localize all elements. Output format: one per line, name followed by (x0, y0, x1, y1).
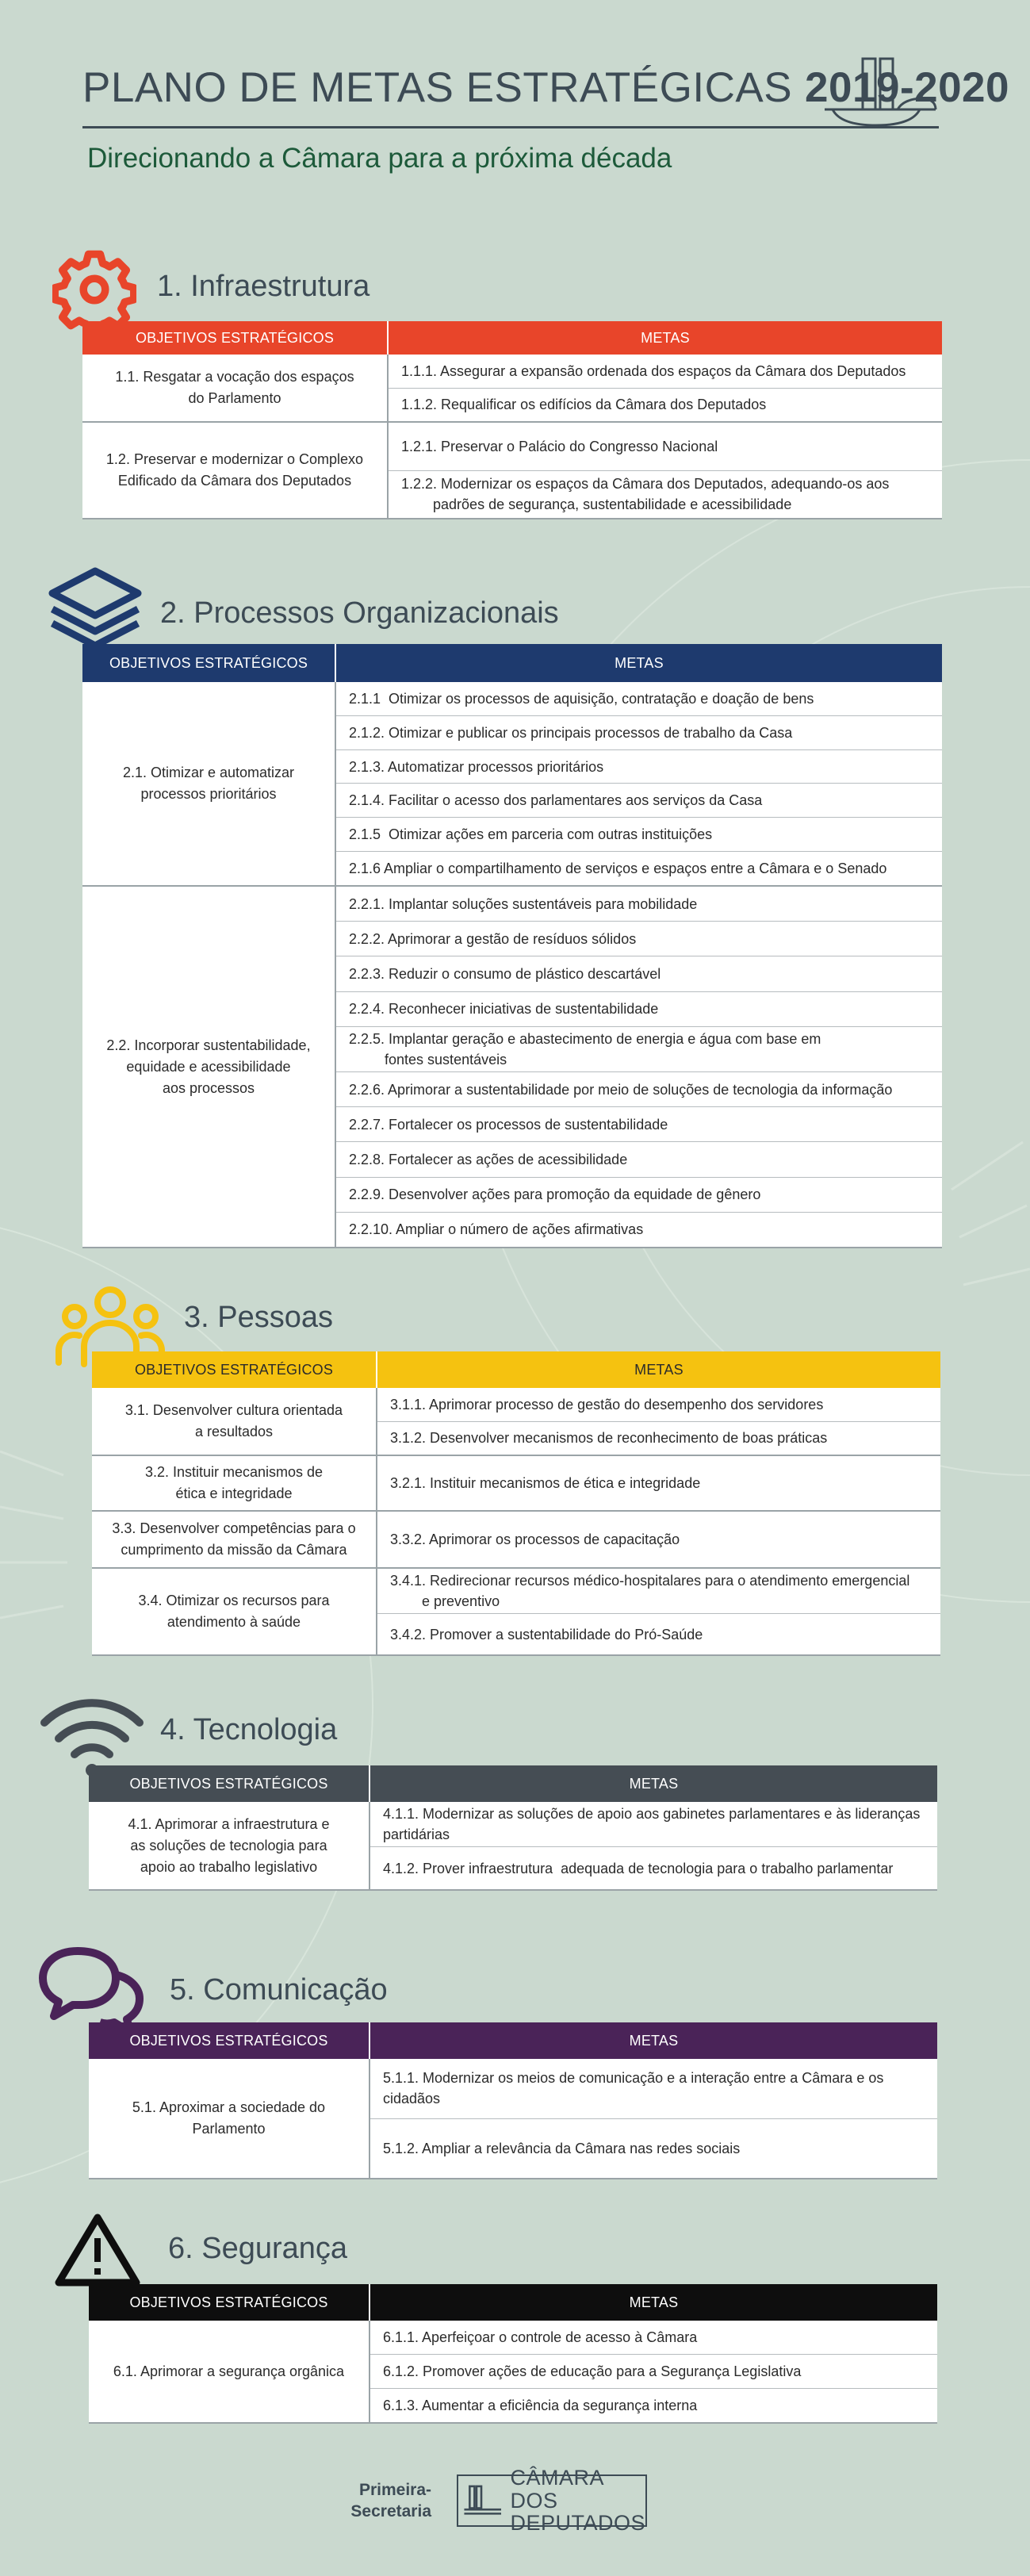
footer-primeira-secretaria: Primeira- Secretaria (350, 2481, 431, 2521)
goal-item: 2.2.9. Desenvolver ações para promoção da equidade de gênero (336, 1178, 942, 1213)
goal-item: 2.2.7. Fortalecer os processos de sustentabilidade (336, 1107, 942, 1142)
camara-logo-text: CÂMARA DOS DEPUTADOS (510, 2466, 645, 2536)
page-subtitle: Direcionando a Câmara para a próxima década (87, 143, 672, 174)
goal-item: 3.4.2. Promover a sustentabilidade do Pró-Saúde (390, 1626, 703, 1643)
table-infraestrutura (82, 321, 942, 519)
table-seguranca (89, 2284, 937, 2424)
header-metas: METAS (370, 1765, 937, 1802)
header-objetivos-estrategicos: OBJETIVOS ESTRATÉGICOS (82, 321, 389, 355)
section-title-seguranca: 6. Segurança (168, 2232, 348, 2265)
title-divider (82, 126, 939, 128)
objective-cell: 3.2. Instituir mecanismos de ética e integridade (92, 1456, 377, 1512)
goal-item: 5.1.1. Modernizar os meios de comunicação e a interação entre a Câmara e os cidadãos (370, 2059, 937, 2119)
goal-item: 3.1.1. Aprimorar processo de gestão do desempenho dos servidores (377, 1388, 940, 1422)
goal-item: 2.2.10. Ampliar o número de ações afirmativas (349, 1221, 644, 1238)
goal-item: 4.1.2. Prover infraestrutura adequada de tecnologia para o trabalho parlamentar (383, 1860, 894, 1876)
objective-cell: 2.1. Otimizar e automatizar processos prioritários (82, 682, 336, 887)
header-objetivos-estrategicos: OBJETIVOS ESTRATÉGICOS (82, 644, 336, 682)
objective-cell: 2.2. Incorporar sustentabilidade, equidade e acessibilidade aos processos (82, 887, 336, 1248)
goals-list (377, 1569, 940, 1656)
goal-item: 2.2.3. Reduzir o consumo de plástico descartável (336, 956, 942, 991)
goal-item: 6.1.1. Aperfeiçoar o controle de acesso à Câmara (370, 2321, 937, 2355)
goals-list (377, 1512, 940, 1569)
goal-item: 3.2.1. Instituir mecanismos de ética e integridade (390, 1474, 701, 1491)
objective-cell: 1.1. Resgatar a vocação dos espaços do Parlamento (82, 355, 389, 423)
goal-item: 4.1.1. Modernizar as soluções de apoio aos gabinetes parlamentares e às lideranças partidárias (370, 1802, 937, 1847)
header-metas: METAS (377, 1351, 940, 1388)
goals-list (389, 355, 942, 423)
page-title-text: PLANO DE METAS ESTRATÉGICAS (82, 64, 793, 111)
goal-item: 2.1.2. Otimizar e publicar os principais processos de trabalho da Casa (336, 716, 942, 750)
goal-item: 6.1.2. Promover ações de educação para a Segurança Legislativa (370, 2355, 937, 2389)
table-processos-organizacionais (82, 644, 942, 1248)
goal-item: 3.4.1. Redirecionar recursos médico-hospitalares para o atendimento emergencial e preventivo (377, 1569, 940, 1614)
header-metas: METAS (370, 2022, 937, 2059)
goals-list (370, 2059, 937, 2179)
goals-list (336, 682, 942, 887)
objective-cell: 6.1. Aprimorar a segurança orgânica (89, 2321, 370, 2424)
goal-item: 3.3.2. Aprimorar os processos de capacitação (390, 1531, 680, 1547)
goal-item: 5.1.2. Ampliar a relevância da Câmara nas redes sociais (383, 2140, 741, 2156)
goal-item: 1.1.2. Requalificar os edifícios da Câmara dos Deputados (401, 397, 767, 413)
objective-cell: 3.3. Desenvolver competências para o cumprimento da missão da Câmara (92, 1512, 377, 1569)
table-pessoas (92, 1351, 940, 1656)
layers-icon (44, 565, 146, 650)
congress-building-icon (817, 52, 944, 132)
section-title-pessoas: 3. Pessoas (184, 1301, 333, 1334)
goal-item: 1.1.1. Assegurar a expansão ordenada dos espaços da Câmara dos Deputados (389, 355, 942, 389)
goals-list (377, 1388, 940, 1456)
goal-item: 2.2.6. Aprimorar a sustentabilidade por meio de soluções de tecnologia da informação (336, 1072, 942, 1107)
section-title-comunicacao: 5. Comunicação (170, 1973, 388, 2007)
table-tecnologia (89, 1765, 937, 1891)
section-title-processos: 2. Processos Organizacionais (160, 596, 559, 630)
section-title-infraestrutura: 1. Infraestrutura (157, 270, 370, 303)
goal-item: 2.2.1. Implantar soluções sustentáveis para mobilidade (336, 887, 942, 922)
goal-item: 3.1.2. Desenvolver mecanismos de reconhecimento de boas práticas (390, 1430, 828, 1447)
goals-list (370, 1802, 937, 1891)
camara-logo (457, 2466, 647, 2536)
goal-item: 2.1.6 Ampliar o compartilhamento de serviços e espaços entre a Câmara e o Senado (349, 861, 887, 876)
objective-cell: 3.1. Desenvolver cultura orientada a resultados (92, 1388, 377, 1456)
goals-list (389, 423, 942, 519)
header-metas: METAS (336, 644, 942, 682)
header-objetivos-estrategicos: OBJETIVOS ESTRATÉGICOS (89, 1765, 370, 1802)
header-metas: METAS (370, 2284, 937, 2321)
goal-item: 2.2.2. Aprimorar a gestão de resíduos sólidos (336, 922, 942, 956)
warning-icon (54, 2211, 141, 2289)
goal-item: 2.2.8. Fortalecer as ações de acessibilidade (336, 1142, 942, 1177)
header-objetivos-estrategicos: OBJETIVOS ESTRATÉGICOS (89, 2284, 370, 2321)
goal-item: 2.1.5 Otimizar ações em parceria com outras instituições (336, 818, 942, 852)
camara-logo-icon (461, 2478, 504, 2524)
header-objetivos-estrategicos: OBJETIVOS ESTRATÉGICOS (92, 1351, 377, 1388)
goal-item: 2.1.3. Automatizar processos prioritários (336, 750, 942, 784)
goal-item: 6.1.3. Aumentar a eficiência da segurança interna (383, 2397, 698, 2413)
objective-cell: 5.1. Aproximar a sociedade do Parlamento (89, 2059, 370, 2179)
goal-item: 2.2.4. Reconhecer iniciativas de sustentabilidade (336, 992, 942, 1027)
goal-item: 2.1.4. Facilitar o acesso dos parlamentares aos serviços da Casa (336, 784, 942, 818)
section-title-tecnologia: 4. Tecnologia (160, 1713, 338, 1746)
goal-item: 2.2.5. Implantar geração e abastecimento de energia e água com base em fontes sustentáveis (336, 1027, 942, 1072)
objective-cell: 1.2. Preservar e modernizar o Complexo Edificado da Câmara dos Deputados (82, 423, 389, 519)
gear-icon (52, 247, 136, 332)
goals-list (336, 887, 942, 1248)
objective-cell: 3.4. Otimizar os recursos para atendimento à saúde (92, 1569, 377, 1656)
goals-list (377, 1456, 940, 1512)
page-title-years: 2019-2020 (805, 64, 1010, 111)
table-comunicacao (89, 2022, 937, 2179)
goal-item: 1.2.2. Modernizar os espaços da Câmara dos Deputados, adequando-os aos padrões de segurança, sustentabilidade e acessibilidade (401, 476, 890, 513)
goal-item: 2.1.1 Otimizar os processos de aquisição, contratação e doação de bens (336, 682, 942, 716)
goal-item: 1.2.1. Preservar o Palácio do Congresso Nacional (389, 423, 942, 471)
header-objetivos-estrategicos: OBJETIVOS ESTRATÉGICOS (89, 2022, 370, 2059)
header-metas: METAS (389, 321, 942, 355)
objective-cell: 4.1. Aprimorar a infraestrutura e as soluções de tecnologia para apoio ao trabalho legislativo (89, 1802, 370, 1891)
goals-list (370, 2321, 937, 2424)
